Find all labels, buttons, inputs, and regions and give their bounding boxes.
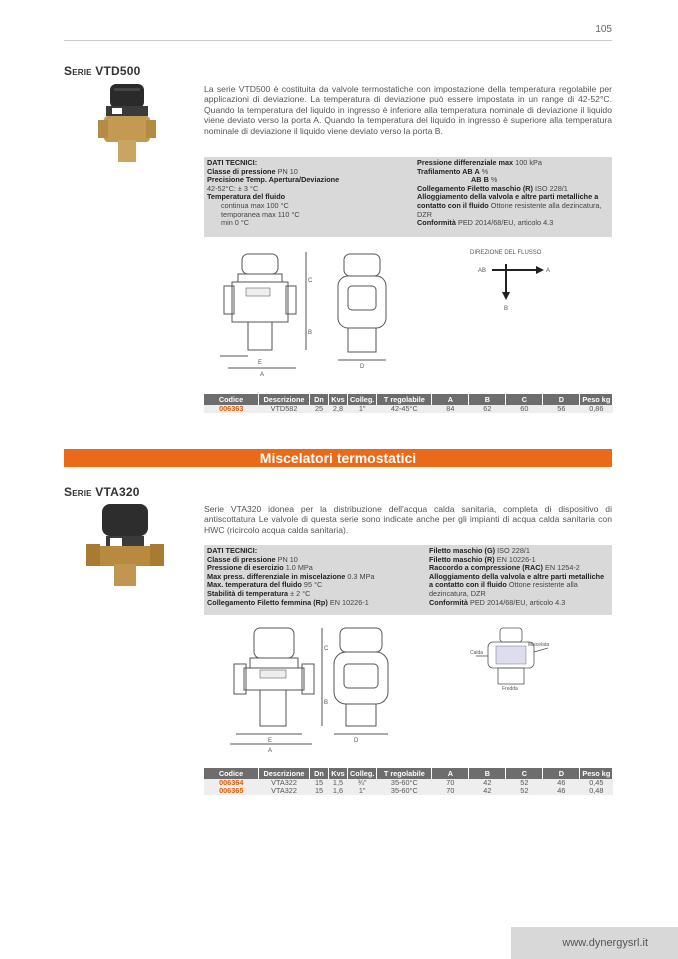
vtd500-technical-drawing	[220, 248, 400, 380]
table-header-cell: Descrizione	[259, 768, 310, 779]
spec-row: Filetto maschio (G) ISO 228/1	[429, 546, 530, 555]
table-row	[204, 405, 613, 413]
section1-spec-box	[204, 157, 612, 237]
spec-row: Alloggiamento della valvola e altre parti metalliche a contatto con il fluido Ottone resistente alla dezincatura, DZR	[417, 192, 602, 219]
table-cell: 46	[543, 787, 580, 795]
section1-description: La serie VTD500 è costituita da valvole termostatiche con impostazione della temperatura regolabile per applicazioni di deviazione. La temperatura di deviazione può essere impostata in un range di 42-52°C. Quando la temperatura del liquido in ingresso è inferiore alla temperatura nominale di deviazione il liquido viene deviato verso la porta A. Quando la temperatura del liquido in ingresso è superiore alla temperatura nominale di deviazione il liquido viene deviato verso la porta B.	[204, 84, 612, 136]
table-header-cell: Peso kg	[580, 394, 613, 405]
table-header-cell: C	[506, 394, 543, 405]
spec-row: Conformità PED 2014/68/EU, articolo 4.3	[429, 597, 566, 607]
spec-row: Stabilità di temperatura ± 2 °C	[207, 588, 311, 598]
table-cell: 56	[543, 405, 580, 413]
section2-table	[204, 768, 613, 795]
table-header-cell: Codice	[204, 394, 259, 405]
table-header-cell: C	[506, 768, 543, 779]
table-cell-code: 006363	[204, 405, 259, 413]
dim-label: D	[354, 738, 359, 744]
flow-title: DIREZIONE DEL FLUSSO	[470, 250, 542, 256]
table-cell-code: 006364	[204, 779, 259, 787]
dim-label: C	[308, 278, 313, 284]
spec-row: continua max 100 °C	[221, 200, 289, 210]
spec-row: Precisione Temp. Apertura/Deviazione	[207, 175, 340, 185]
diagram-label-calda: Calda	[470, 650, 484, 656]
table-cell: 1"	[348, 405, 377, 413]
section2-title	[64, 485, 140, 499]
table-header-cell: A	[432, 768, 469, 779]
table-cell: 0,48	[580, 787, 613, 795]
table-header-cell: T regolabile	[377, 394, 432, 405]
flow-label-b: B	[504, 306, 509, 312]
section2-spec-left	[207, 547, 429, 607]
spec-row: Max. temperatura del fluido 95 °C	[207, 580, 323, 590]
table-cell: 35-60°C	[377, 779, 432, 787]
table-header-cell: D	[543, 394, 580, 405]
table-cell: VTA322	[259, 779, 310, 787]
page-number: 105	[595, 24, 612, 35]
table-cell: 42	[469, 779, 506, 787]
spec-row: Classe di pressione PN 10	[207, 166, 298, 176]
table-cell: 60	[506, 405, 543, 413]
section1-title-model: VTD500	[95, 64, 141, 78]
table-cell: 15	[310, 787, 329, 795]
section2-title-prefix: Serie	[64, 485, 92, 499]
table-header-cell: Colleg.	[348, 768, 377, 779]
dim-label: B	[324, 700, 329, 706]
spec-row: Raccordo a compressione (RAC) EN 1254-2	[429, 563, 580, 573]
table-cell: VTD582	[259, 405, 310, 413]
spec-row: Temperatura del fluido	[207, 192, 286, 202]
spec-row: Collegamento Filetto maschio (R) ISO 228/1	[417, 183, 568, 193]
table-row	[204, 787, 613, 795]
table-cell: 25	[310, 405, 329, 413]
spec-row: Filetto maschio (R) EN 10226-1	[429, 554, 536, 564]
spec-row: min 0 °C	[221, 218, 250, 228]
category-banner: Miscelatori termostatici	[64, 449, 612, 467]
table-header-cell: Dn	[310, 394, 329, 405]
flow-label-a: A	[546, 268, 551, 274]
table-header-cell: Dn	[310, 768, 329, 779]
footer-website[interactable]: www.dynergysrl.it	[511, 927, 678, 959]
table-header-cell: Peso kg	[580, 768, 613, 779]
table-cell: 0,45	[580, 779, 613, 787]
table-header-cell: Kvs	[329, 394, 348, 405]
table-cell-code: 006365	[204, 787, 259, 795]
table-header-cell: T regolabile	[377, 768, 432, 779]
table-header-cell: Kvs	[329, 768, 348, 779]
table-cell: 70	[432, 779, 469, 787]
section1-title-prefix: Serie	[64, 64, 92, 78]
table-cell: 42	[469, 787, 506, 795]
spec-row: temporanea max 110 °C	[221, 209, 300, 219]
spec-row: Collegamento Filetto femmina (Rp) EN 10226-1	[207, 597, 369, 607]
table-cell: 84	[432, 405, 469, 413]
dim-label: A	[260, 372, 265, 378]
table-cell: 70	[432, 787, 469, 795]
spec-row: Pressione di esercizio 1.0 MPa	[207, 563, 313, 573]
table-cell: 1"	[348, 787, 377, 795]
table-header-cell: B	[469, 394, 506, 405]
flow-label-ab: AB	[478, 268, 487, 274]
table-header-cell: B	[469, 768, 506, 779]
table-header-cell: A	[432, 394, 469, 405]
table-cell: 52	[506, 779, 543, 787]
section2-description: Serie VTA320 idonea per la distribuzione dell'acqua calda sanitaria, completa di dispositivo di antiscottatura Le valvole di questa serie sono indicate anche per gli impianti di acqua calda sanitaria con HWC (ricircolo acqua calda sanitaria).	[204, 504, 612, 535]
spec-row: DATI TECNICI:	[207, 158, 258, 167]
dim-label: A	[268, 748, 273, 754]
section2-spec-right	[429, 547, 607, 607]
section2-spec-box	[204, 545, 612, 615]
section1-spec-left	[207, 159, 417, 228]
spec-row: Max press. differenziale in miscelazione 0.3 MPa	[207, 571, 375, 581]
spec-row: Classe di pressione PN 10	[207, 554, 298, 564]
dim-label: C	[324, 646, 329, 652]
spec-row: AB B %	[471, 175, 498, 185]
table-cell: 1,5	[329, 779, 348, 787]
table-cell: 0,86	[580, 405, 613, 413]
section1-table	[204, 394, 613, 413]
vtd500-product-image	[96, 82, 158, 164]
section1-title	[64, 64, 140, 78]
table-cell: 1,6	[329, 787, 348, 795]
table-cell: 62	[469, 405, 506, 413]
dim-label: D	[360, 364, 365, 370]
spec-row: Trafilamento AB A %	[417, 166, 489, 176]
spec-row: 42-52°C: ± 3 °C	[207, 183, 259, 193]
section1-spec-right	[417, 159, 607, 228]
table-header-cell: Descrizione	[259, 394, 310, 405]
table-cell: 35-60°C	[377, 787, 432, 795]
diagram-label-miscelata: Miscelata	[528, 642, 550, 648]
table-header-cell: Codice	[204, 768, 259, 779]
vta320-section-diagram	[468, 624, 558, 694]
table-cell: ¾"	[348, 779, 377, 787]
diagram-label-fredda: Fredda	[502, 686, 518, 692]
table-cell: 46	[543, 779, 580, 787]
table-cell: 15	[310, 779, 329, 787]
table-cell: 52	[506, 787, 543, 795]
dim-label: E	[268, 738, 273, 744]
flow-direction-diagram	[462, 246, 562, 316]
section2-title-model: VTA320	[95, 485, 140, 499]
vta320-product-image	[84, 500, 166, 588]
table-cell: 2,8	[329, 405, 348, 413]
table-cell: VTA322	[259, 787, 310, 795]
spec-row: DATI TECNICI:	[207, 546, 258, 555]
table-cell: 42-45°C	[377, 405, 432, 413]
spec-row: Alloggiamento della valvola e altre parti metalliche a contatto con il fluido Ottone resistente alla dezincatura, DZR	[429, 571, 605, 598]
table-header-cell: D	[543, 768, 580, 779]
top-divider	[64, 40, 612, 41]
spec-row: Pressione differenziale max 100 kPa	[417, 158, 542, 167]
dim-label: E	[258, 360, 263, 366]
vta320-technical-drawing	[230, 622, 410, 758]
dim-label: B	[308, 330, 313, 336]
spec-row: Conformità PED 2014/68/EU, articolo 4.3	[417, 218, 554, 228]
table-header-cell: Colleg.	[348, 394, 377, 405]
